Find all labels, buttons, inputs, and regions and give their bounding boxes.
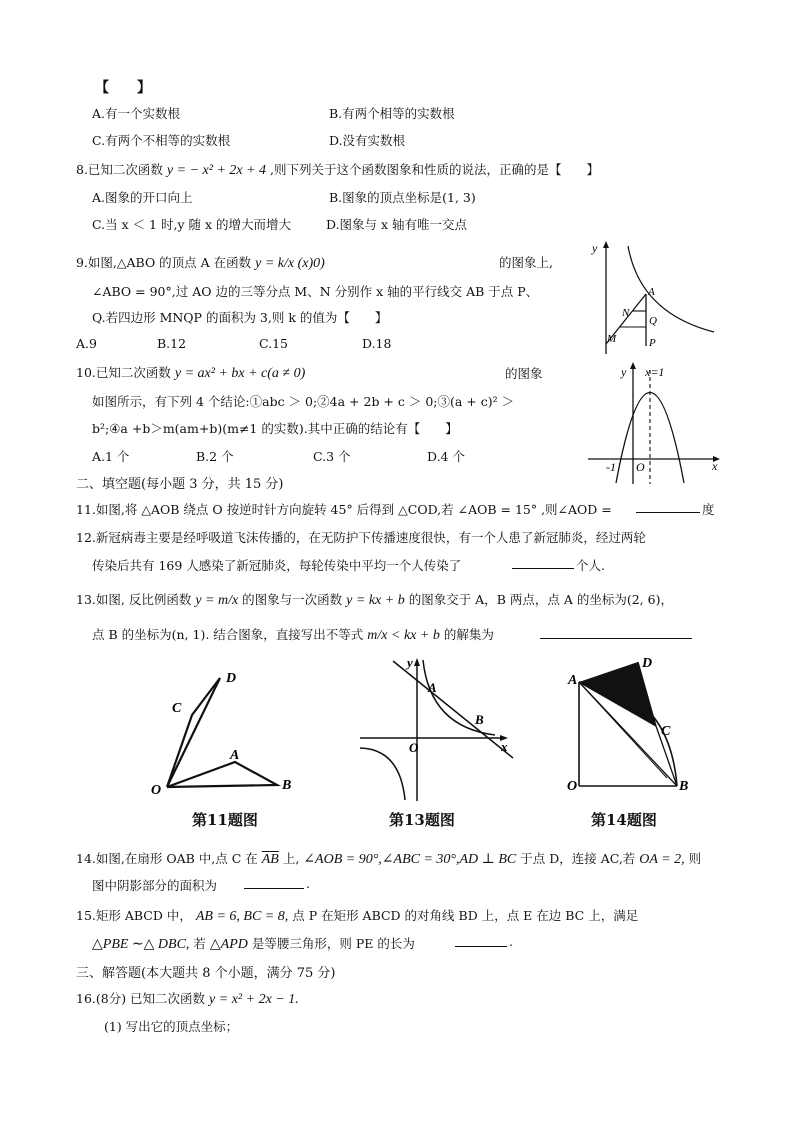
q15-formula-3: △APD [209,937,248,952]
q9-formula: y = k/x (x)0) [255,256,325,271]
q9-label-p: P [649,337,656,349]
fig14-label-a: A [568,673,578,688]
q9-option-a: A.9 [76,336,97,351]
q11-unit: 度 [702,502,715,517]
q15-stem-end: . [509,934,513,949]
q12-stem-line2b: 个人. [576,558,605,573]
q9-stem-line2: ∠ABO = 90°,过 AO 边的三等分点 M、N 分别作 x 轴的平行线交 AB 于点 P、 [92,284,539,299]
q7-option-d: D.没有实数根 [329,133,406,148]
fig13-caption: 第13题图 [389,811,455,829]
q13-stem-line1: 13.如图, 反比例函数 y = m/x 的图象与一次函数 y = kx + b 的图象交于 A，B 两点，点 A 的坐标为(2, 6)， [76,592,673,608]
q9-hyperbola-curve [628,246,714,332]
q12-stem-line1: 12.新冠病毒主要是经呼吸道飞沫传播的，在无防护下传播速度很快，有一个人患了新冠肺炎，经过两轮 [76,530,646,545]
q16-formula: y = x² + 2x − 1. [209,992,299,1007]
fig13-label-b: B [475,712,484,727]
q8-option-a: A.图象的开口向上 [92,190,193,205]
q9-label-q: Q [649,315,657,327]
fig11-figure [145,660,305,800]
fig14-label-c: C [661,724,671,739]
q9-figure [588,238,716,356]
q9-stem-line3: Q.若四边形 MNQP 的面积为 3,则 k 的值为【 】 [92,310,388,325]
q14-arc-ab: $\overline{AB}$ [261,852,279,867]
q10-option-b: B.2 个 [196,449,234,464]
fig14-label-b: B [679,779,689,794]
q16-subquestion-1: (1) 写出它的顶点坐标； [104,1019,239,1034]
q9-label-a: A [648,286,655,298]
fig11-caption: 第11题图 [192,811,258,829]
fig14-caption: 第14题图 [591,811,657,829]
q14-stem-line2b: . [306,876,310,891]
q7-option-a: A.有一个实数根 [92,106,181,121]
q8-option-d: D.图象与 x 轴有唯一交点 [326,217,468,232]
q9-stem-line1: 9.如图,△ABO 的顶点 A 在函数 y = k/x (x)0) [76,255,325,271]
fig13-hyperbola-branch-2 [360,748,405,800]
q10-label-x: x [712,459,718,473]
fig14-figure [565,650,700,800]
fig13-label-a: A [428,680,437,695]
fig13-label-x: x [501,739,508,754]
q11-stem: 11.如图,将 △AOB 绕点 O 按逆时针方向旋转 45° 后得到 △COD,若 ∠AOB = 15° ,则∠AOD = [76,502,612,517]
fig11-label-a: A [230,748,240,763]
q7-option-b: B.有两个相等的实数根 [329,106,455,121]
fig11-label-o: O [151,783,162,798]
q10-stem-line1: 10.已知二次函数 y = ax² + bx + c(a ≠ 0) [76,365,306,381]
q10-formula: y = ax² + bx + c(a ≠ 0) [174,366,306,381]
q10-option-c: C.3 个 [313,449,351,464]
q16-stem: 16.(8分) 已知二次函数 y = x² + 2x − 1. [76,991,299,1007]
fig11-label-d: D [226,671,237,686]
fig13-hyperbola-branch-1 [423,660,495,735]
q14-answer-blank[interactable] [244,876,304,889]
q7-option-c: C.有两个不相等的实数根 [92,133,231,148]
q13-formula-2: y = kx + b [346,593,405,608]
q8-stem: 8.已知二次函数 y = − x² + 2x + 4 ,则下列关于这个函数图象和性质的说法，正确的是【 】 [76,162,600,178]
section-2-heading: 二、填空题(每小题 3 分，共 15 分) [76,477,284,492]
fig13-figure [355,655,515,803]
fig11-label-c: C [172,701,182,716]
q10-label-neg1: -1 [606,460,616,474]
q15-stem-line2: △PBE ∼△ DBC, 若 △APD 是等腰三角形，则 PE 的长为 [92,936,415,952]
section-3-heading: 三、解答题(本大题共 8 个小题，满分 75 分) [76,966,336,981]
q9-label-n: N [622,307,630,319]
q15-formula-2: △PBE ∼△ DBC, [92,937,190,952]
q10-stem-line2: 如图所示，有下列 4 个结论:①abc ＞ 0;②4a + 2b + c ＞ 0;③(a + c)² ＞ [92,394,515,409]
q8-formula: y = − x² + 2x + 4 [166,163,267,178]
q9-option-d: D.18 [362,336,392,351]
q9-label-y: y [592,241,598,255]
q13-answer-blank[interactable] [540,626,692,639]
q11-answer-blank[interactable] [636,500,700,513]
q9-stem-suffix: 的图象上, [499,255,553,270]
q10-label-origin: O [636,460,645,474]
fig13-label-o: O [409,740,419,755]
q13-formula-1: y = m/x [195,593,239,608]
q10-figure [588,358,723,488]
q7-answer-bracket: 【 】 [95,80,151,96]
q10-option-a: A.1 个 [92,449,130,464]
q9-option-c: C.15 [259,336,288,351]
fig14-label-o: O [567,779,578,794]
q9-option-b: B.12 [157,336,187,351]
q10-label-x1: x=1 [645,365,665,379]
q9-label-m: M [607,333,617,345]
q14-stem-line2a: 图中阴影部分的面积为 [92,878,218,893]
q14-formula-2: OA = 2, [639,852,685,867]
q15-stem-line1: 15.矩形 ABCD 中， AB = 6, BC = 8, 点 P 在矩形 ABCD 的对角线 BD 上，点 E 在边 BC 上，满足 [76,908,639,924]
q10-option-d: D.4 个 [427,449,465,464]
q14-formula-1: ∠AOB = 90°,∠ABC = 30°,AD ⊥ BC [303,852,517,867]
q10-stem-line3: b²;④a +b＞m(am+b)(m≠1 的实数).其中正确的结论有【 】 [92,421,458,436]
q12-answer-blank[interactable] [512,556,574,569]
q15-answer-blank[interactable] [455,934,507,947]
q13-stem-line2: 点 B 的坐标为(n, 1). 结合图象，直接写出不等式 m/x < kx + b 的解集为 [92,627,494,643]
fig13-label-y: y [407,655,413,670]
q15-formula-1: AB = 6, BC = 8, [195,909,289,924]
q13-formula-3: m/x < kx + b [367,628,440,643]
q8-option-b: B.图象的顶点坐标是(1, 3) [329,190,476,205]
fig14-label-d: D [642,656,653,671]
q14-stem-line1: 14.如图,在扇形 OAB 中,点 C 在 $\overline{AB}$ 上, ∠AOB = 90°,∠ABC = 30°,AD ⊥ BC 于点 D，连接 AC,若 OA = 2, 则 [76,851,702,867]
fig11-label-b: B [282,778,292,793]
q8-option-c: C.当 x ＜ 1 时,y 随 x 的增大而增大 [92,217,291,232]
q10-label-y: y [621,365,627,379]
q12-stem-line2a: 传染后共有 169 人感染了新冠肺炎，每轮传染中平均一个人传染了 [92,558,462,573]
q10-stem-suffix: 的图象 [505,366,543,381]
